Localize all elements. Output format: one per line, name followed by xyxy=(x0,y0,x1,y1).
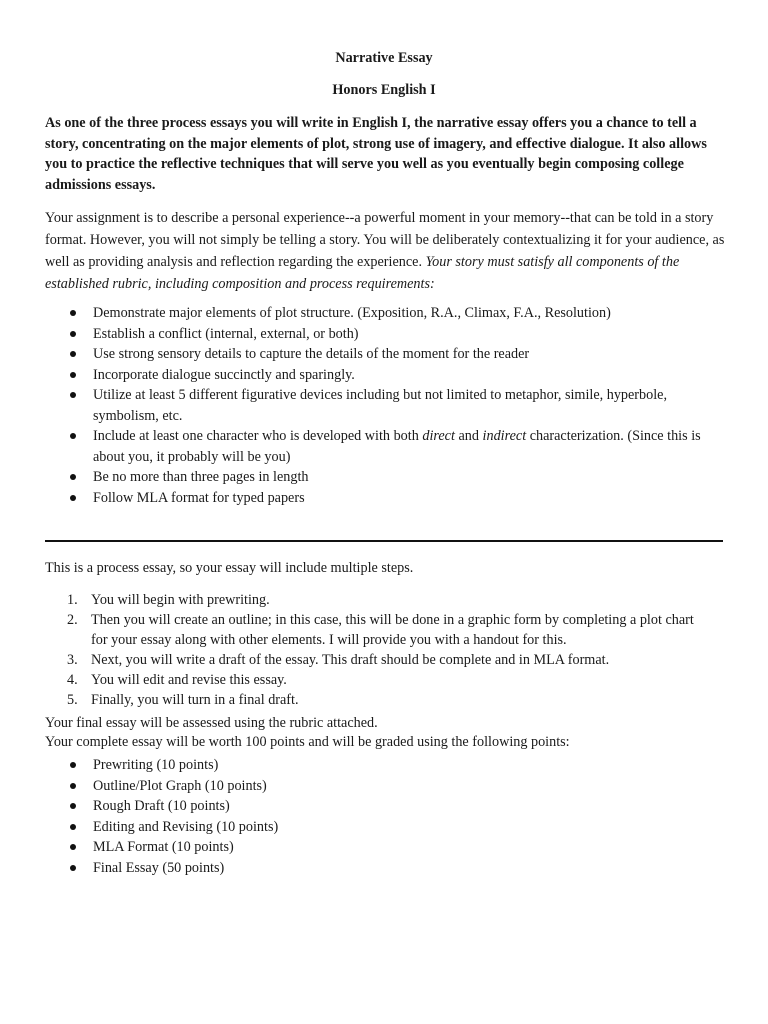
points-list xyxy=(45,755,715,878)
char-req-text: Include at least one character who is developed with both xyxy=(93,428,423,444)
list-item: Incorporate dialogue succinctly and sparingly. xyxy=(45,365,715,386)
list-item xyxy=(45,670,710,690)
assignment-text: Your assignment is to describe a personal experience--a powerful moment in your memory--that can be told in a story format. However, you will not simply be telling a story. You will be deliberately contextualizing it for your audience, as well as providing analysis and reflection regarding the experience. xyxy=(45,210,725,270)
list-item: MLA Format (10 points) xyxy=(45,837,715,858)
list-item: Prewriting (10 points) xyxy=(45,755,715,776)
list-item xyxy=(45,426,715,467)
assessment-paragraph xyxy=(45,714,730,752)
document-title: Narrative Essay xyxy=(335,50,433,66)
steps-list xyxy=(45,590,710,710)
list-item: Utilize at least 5 different figurative devices including but not limited to metaphor, simile, hyperbole, symbolism, etc. xyxy=(45,385,715,426)
step-text: Next, you will write a draft of the essay. This draft should be complete and in MLA format. xyxy=(91,652,610,668)
assignment-paragraph xyxy=(45,207,730,295)
list-item: Outline/Plot Graph (10 points) xyxy=(45,776,715,797)
assessment-line-2: Your complete essay will be worth 100 points and will be graded using the following points: xyxy=(45,734,570,750)
list-item: Use strong sensory details to capture the details of the moment for the reader xyxy=(45,344,715,365)
list-item: Demonstrate major elements of plot structure. (Exposition, R.A., Climax, F.A., Resolution) xyxy=(45,303,715,324)
list-item xyxy=(45,590,710,610)
step-text: You will edit and revise this essay. xyxy=(91,672,287,688)
list-item: Follow MLA format for typed papers xyxy=(45,488,715,509)
char-req-indirect: indirect xyxy=(482,428,527,444)
requirements-list xyxy=(45,303,715,508)
assessment-line-1: Your final essay will be assessed using the rubric attached. xyxy=(45,715,378,731)
step-number: 4. xyxy=(67,672,78,688)
step-text: You will begin with prewriting. xyxy=(91,592,270,608)
step-text: Then you will create an outline; in this case, this will be done in a graphic form by completing a plot chart for your essay along with other elements. I will provide you with a handout for this. xyxy=(91,612,694,648)
list-item: Be no more than three pages in length xyxy=(45,467,715,488)
assignment-italic-text: Your story must satisfy all components of the established rubric, including composition and process requirements: xyxy=(45,254,680,292)
char-req-tail: characterization. (Since this is about you, it probably will be you) xyxy=(93,428,701,465)
horizontal-divider xyxy=(45,540,723,542)
step-number: 2. xyxy=(67,612,78,628)
char-req-and: and xyxy=(454,428,483,444)
step-number: 5. xyxy=(67,692,78,708)
list-item: Final Essay (50 points) xyxy=(45,858,715,879)
char-req-direct: direct xyxy=(422,428,455,444)
list-item xyxy=(45,610,710,650)
list-item xyxy=(45,690,710,710)
document-subtitle: Honors English I xyxy=(332,82,436,98)
step-text: Finally, you will turn in a final draft. xyxy=(91,692,299,708)
step-number: 1. xyxy=(67,592,78,608)
list-item: Rough Draft (10 points) xyxy=(45,796,715,817)
list-item: Editing and Revising (10 points) xyxy=(45,817,715,838)
list-item xyxy=(45,650,710,670)
step-number: 3. xyxy=(67,652,78,668)
intro-paragraph: As one of the three process essays you will write in English I, the narrative essay offers you a chance to tell a story, concentrating on the major elements of plot, strong use of imagery, and effective dialogue. It also allows you to practice the reflective techniques that will serve you well as you eventually begin composing college admissions essays. xyxy=(45,115,707,193)
list-item: Establish a conflict (internal, external, or both) xyxy=(45,324,715,345)
process-intro: This is a process essay, so your essay will include multiple steps. xyxy=(45,560,414,576)
